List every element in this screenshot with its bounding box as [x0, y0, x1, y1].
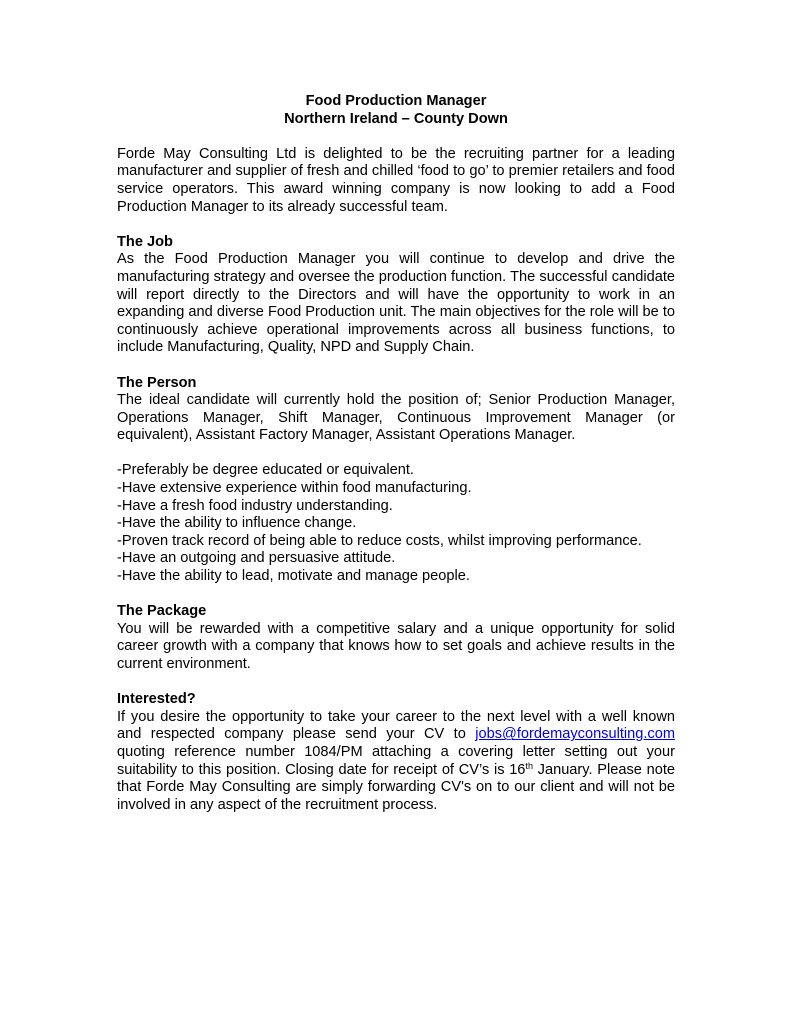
requirements-list [117, 462, 675, 585]
requirement-item: -Have a fresh food industry understanding. [117, 497, 393, 514]
requirement-item: -Have an outgoing and persuasive attitude. [117, 550, 396, 567]
document-page [117, 93, 675, 814]
interested-paragraph [117, 709, 675, 815]
interested-text-middle: quoting reference number 1084/PM attaching a covering letter setting out your suitability to this position. Closing date for receipt of CV’s is 16 [117, 743, 675, 778]
requirement-item: -Preferably be degree educated or equivalent. [117, 462, 414, 479]
job-heading: The Job [117, 233, 173, 250]
person-heading: The Person [117, 374, 197, 391]
requirement-item: -Have the ability to influence change. [117, 515, 357, 532]
spacer [117, 445, 675, 463]
requirement-item: -Proven track record of being able to reduce costs, whilst improving performance. [117, 532, 642, 549]
requirement-item: -Have the ability to lead, motivate and manage people. [117, 568, 470, 585]
intro-paragraph: Forde May Consulting Ltd is delighted to be the recruiting partner for a leading manufacturer and supplier of fresh and chilled ‘food to go’ to premier retailers and food service operators. This award winning company is now looking to add a Food Production Manager to its already successful team. [117, 145, 675, 215]
page-title: Food Production Manager [305, 93, 487, 109]
package-paragraph: You will be rewarded with a competitive salary and a unique opportunity for solid career growth with a company that knows how to set goals and achieve results in the current environment. [117, 620, 675, 672]
page-subtitle: Northern Ireland – County Down [284, 110, 508, 127]
interested-text-start: If you desire the opportunity to take your career to the next level with a well known and respected company please send your CV to [117, 708, 675, 743]
interested-heading: Interested? [117, 691, 196, 708]
spacer [117, 586, 675, 604]
email-link[interactable]: jobs@fordemayconsulting.com [475, 726, 675, 743]
date-ordinal-suffix: th [525, 760, 533, 771]
requirement-item: -Have extensive experience within food manufacturing. [117, 480, 472, 497]
person-paragraph: The ideal candidate will currently hold the position of; Senior Production Manager, Operations Manager, Shift Manager, Continuous Improvement Manager (or equivalent), Assistant Factory Manager, Assistant Operations Manager. [117, 392, 675, 444]
interested-text-end: January. Please note that Forde May Consulting are simply forwarding CV's on to our client and will not be involved in any aspect of the recruitment process. [117, 761, 675, 813]
spacer [117, 128, 675, 146]
spacer [117, 216, 675, 234]
spacer [117, 357, 675, 375]
spacer [117, 674, 675, 692]
job-paragraph: As the Food Production Manager you will continue to develop and drive the manufacturing strategy and oversee the production function. The successful candidate will report directly to the Directors and will have the opportunity to work in an expanding and diverse Food Production unit. The main objectives for the role will be to continuously achieve operational improvements across all business functions, to include Manufacturing, Quality, NPD and Supply Chain. [117, 251, 675, 356]
package-heading: The Package [117, 603, 207, 620]
